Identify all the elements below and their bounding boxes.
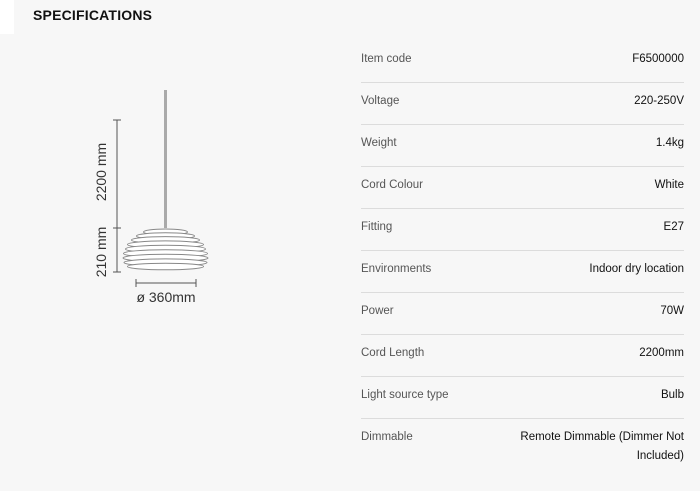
spec-value: Indoor dry location: [589, 263, 684, 275]
spec-row-environments: [361, 251, 684, 293]
spec-row-voltage: [361, 83, 684, 125]
spec-value: 70W: [660, 305, 684, 317]
spec-label: Fitting: [361, 221, 393, 233]
spec-label: Voltage: [361, 95, 400, 107]
spec-row-cord-length: [361, 335, 684, 377]
pendant-shade: [123, 229, 208, 270]
cord-height-label: 2200 mm: [93, 142, 109, 202]
diameter-label: ø 360mm: [136, 289, 196, 305]
spec-label: Cord Colour: [361, 179, 423, 191]
spec-label: Power: [361, 305, 394, 317]
spec-value: 1.4kg: [655, 137, 684, 149]
spec-label: Item code: [361, 53, 412, 65]
spec-value: F6500000: [632, 53, 684, 65]
pendant-lamp-drawing: [80, 80, 240, 320]
shade-height-label: 210 mm: [93, 226, 109, 278]
specifications-table: [361, 41, 684, 479]
spec-row-dimmable: [361, 419, 684, 479]
spec-row-item-code: [361, 41, 684, 83]
spec-label: Weight: [361, 137, 397, 149]
spec-value: 2200mm: [639, 347, 684, 359]
page-title: SPECIFICATIONS: [33, 7, 153, 23]
spec-value: White: [654, 179, 684, 191]
spec-label: Cord Length: [361, 347, 425, 359]
spec-row-cord-colour: [361, 167, 684, 209]
spec-label: Environments: [361, 263, 432, 275]
spec-row-fitting: [361, 209, 684, 251]
spec-row-weight: [361, 125, 684, 167]
spec-value: Bulb: [660, 389, 684, 401]
spec-label: Dimmable: [361, 431, 413, 443]
spec-row-light-source-type: [361, 377, 684, 419]
left-edge-decoration: [0, 0, 14, 34]
spec-row-power: [361, 293, 684, 335]
pendant-cord: [164, 90, 167, 228]
spec-value: E27: [663, 221, 684, 233]
pendant-dimension-diagram: [80, 80, 240, 320]
spec-label: Light source type: [361, 389, 449, 401]
spec-value: Remote Dimmable (Dimmer Not Included): [520, 431, 684, 462]
spec-value: 220-250V: [634, 95, 684, 107]
